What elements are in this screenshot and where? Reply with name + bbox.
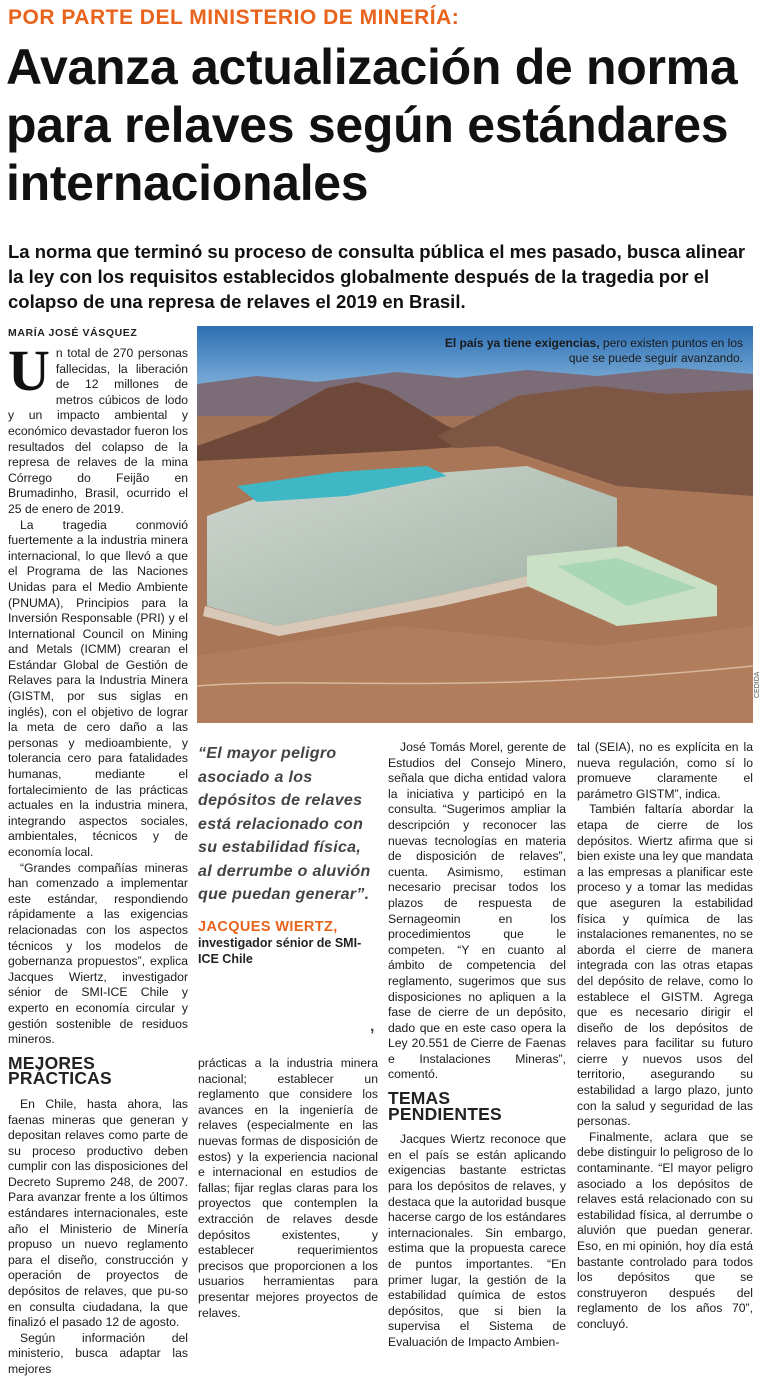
paragraph: La tragedia conmovió fuertemente a la industria minera internacional, lo que llevó a que el Programa de las Naciones Unidas para el Medio Ambiente (PNUMA), Principios para la Inversión Responsable (PRI) y el International Council on Mining and Metals (ICMM) crearan el Estándar Global de Gestión de Relaves para la Industria Minera (GISTM, por sus siglas en inglés), con el objetivo de lograr la meta de cero daño a las personas y medioambiente, y tolerancia cero para fatalidades humanas, mediante el fortalecimiento de las prácticas actuales en la industria minera, integrando aspectos sociales, ambientales, técnicos y de economía local. <box>8 517 188 859</box>
pull-quote <box>198 742 378 967</box>
column-2 <box>198 1056 378 1320</box>
section-subhead: MEJORES PRÁCTICAS <box>8 1052 112 1089</box>
paragraph: “Grandes compañías mineras han comenzado a implementar este estándar, respondiendo rápidamente a las exigencias relacionadas con los aspectos técnicos y los modelos de gobernanza propuestos”, explica Jacques Wiertz, investigador sénior de SMI-ICE Chile y experto en economía circular y gestión sostenible de residuos mineros. <box>8 860 188 1047</box>
tailings-landscape-image <box>197 326 753 723</box>
quote-author: JACQUES WIERTZ, <box>198 918 338 935</box>
column-1 <box>8 338 188 1376</box>
paragraph: prácticas a la industria minera nacional; establecer un reglamento que considere los avances en la ingeniería de relaves (especialmente en las nuevas formas de disposición de estos) y la experiencia nacional e internacional en estudios de fallas; fijar reglas claras para los proyectos que contemplen la extracción de relaves desde depósitos existentes, y establecer requerimientos precisos que proporcionen a los usuarios herramientas para presentar mejores proyectos de relaves. <box>198 1056 378 1320</box>
paragraph: Según información del ministerio, busca adaptar las mejores <box>8 1330 188 1376</box>
photo-caption <box>443 336 743 366</box>
section-subhead: TEMAS PENDIENTES <box>388 1088 502 1124</box>
paragraph: También faltaría abordar la etapa de cierre de los depósitos. Wiertz afirma que si bien existe una ley que mandata a las empresas a planificar este proceso y a tomar las medidas que aseguren la estabilidad física y química de las instalaciones remanentes, no se aborda el cierre de manera integrada con las otras etapas del depósito de relave, como lo establece el GISTM. Agrega que es necesario dirigir el diseño de los depósitos de relaves para facilitar su futuro cierre y nuevos usos del territorio, asegurando su estabilidad a largo plazo, junto con la salud y seguridad de las personas. <box>577 802 753 1129</box>
caption-bold: El país ya tiene exigencias, <box>444 336 600 350</box>
lead-paragraph: La norma que terminó su proceso de consulta pública el mes pasado, busca alinear la ley con los requisitos establecidos globalmente después de la tragedia por el colapso de una represa de relaves el 2019 en Brasil. <box>8 241 746 312</box>
paragraph: Finalmente, aclara que se debe distinguir lo peligroso de lo contaminante. “El mayor peligro asociado a los depósitos de relaves está relacionado con su estabilidad física, al derrumbe o aluvión que puedan generar. Eso, en mi opinión, hoy día está bastante controlado para todos los depósitos que se construyeron después del reglamento de los años 70”, concluyó. <box>577 1129 753 1331</box>
photo-credit: CEDIDA <box>754 671 761 698</box>
paragraph: tal (SEIA), no es explícita en la nueva regulación, como sí lo promueve claramente el parámetro GISTM”, indica. <box>577 740 753 801</box>
column-4 <box>577 740 753 1331</box>
caption-text: pero existen puntos en los que se puede seguir avanzando. <box>568 336 743 365</box>
paragraph: José Tomás Morel, gerente de Estudios del Consejo Minero, señala que dicha entidad valora la iniciativa y participó en la consulta. “Sugerimos ampliar la descripción y reconocer las nuevas tecnologías en materia de disposición de relaves”, cuenta. Asimismo, estiman necesario precisar todos los plazos de respuesta de Sernageomin en los procedimientos que le competen. “Y en cuanto al ámbito de competencia del reglamento, sugerimos que sus disposiciones no apliquen a la fase de cierre de un depósito, dado que en este caso opera la Ley 20.551 de Cierre de Faenas e Instalaciones Mineras”, comentó. <box>388 740 566 1082</box>
paragraph: Jacques Wiertz reconoce que en el país se están aplicando exigencias bastante estrictas para los depósitos de relaves, y destaca que la autoridad busque hacerse cargo de los estándares internacionales. Sin embargo, estima que la propuesta carece de puntos importantes. “En primer lugar, la gestión de la estabilidad química de estos depósitos, que si bien la supervisa el Sistema de Evaluación de Impacto Ambien- <box>388 1132 566 1349</box>
paragraph: En Chile, hasta ahora, las faenas mineras que generan y depositan relaves como parte de su proceso productivo deben cumplir con las disposiciones del Decreto Supremo 248, de 2007. Para avanzar frente a los últimos estándares internacionales, este año el Ministerio de Minería propuso un nuevo reglamento para el diseño, construcción y operación de proyectos de depósitos de relaves, que pu-so en consulta ciudadana, la que finalizó el pasado 12 de agosto. <box>8 1096 188 1330</box>
quote-mark: , <box>370 1018 375 1035</box>
paragraph: n total de 270 personas fallecidas, la liberación de 12 millones de metros cúbicos de lodo y un impacto ambiental y económico devastador fueron los resultados del colapso de la represa de relaves de la mina Córrego do Feijão en Brumadinho, Brasil, ocurrido el 25 de enero de 2019. <box>8 346 188 516</box>
kicker: POR PARTE DEL MINISTERIO DE MINERÍA: <box>8 6 460 29</box>
dropcap: U <box>8 338 50 403</box>
column-3 <box>388 740 566 1349</box>
quote-role: investigador sénior de SMI-ICE Chile <box>198 935 362 966</box>
headline: Avanza actualización de norma para relaves según estándares internacionales <box>6 39 738 211</box>
article-photo <box>197 326 753 723</box>
byline: MARÍA JOSÉ VÁSQUEZ <box>8 327 138 339</box>
quote-text: “El mayor peligro asociado a los depósitos de relaves está relacionado con su estabilidad física, al derrumbe o aluvión que puedan generar”. <box>198 745 371 903</box>
